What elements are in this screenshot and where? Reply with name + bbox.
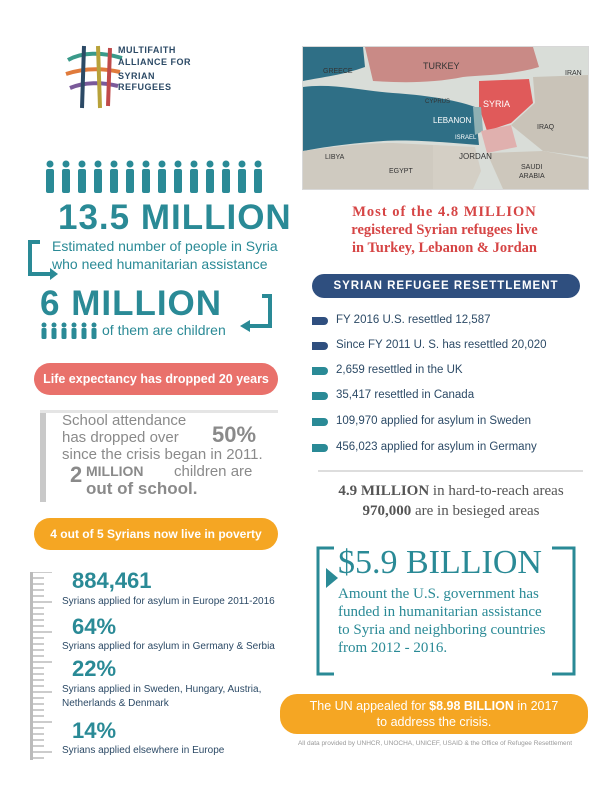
resettlement-row-text: 35,417 resettled in Canada — [336, 389, 475, 401]
resettlement-row-text: Since FY 2011 U. S. has resettled 20,020 — [336, 339, 547, 351]
person-body — [238, 169, 246, 193]
map-label-israel: ISRAEL — [455, 135, 477, 141]
person-body — [46, 169, 54, 193]
person-icon — [223, 161, 230, 168]
row-bullet-icon — [312, 367, 328, 375]
refugees-line1-number: 4.8 MILLION — [437, 204, 537, 220]
headline1-caption-line2: who need humanitarian assistance — [52, 256, 268, 272]
areas-line2 — [316, 503, 586, 520]
areas-num2: 970,000 — [362, 503, 412, 519]
school-line2: has dropped over — [62, 429, 179, 446]
funding-line3: to Syria and neighboring countries — [338, 622, 546, 638]
logo-text-line1: MULTIFAITH — [118, 45, 176, 55]
stat-label-netherlands: Netherlands & Denmark — [62, 698, 169, 709]
areas-text1: in hard-to-reach areas — [429, 483, 564, 499]
areas-text2: are in besieged areas — [411, 503, 540, 519]
person-icon — [159, 161, 166, 168]
areas-num1: 4.9 MILLION — [338, 483, 430, 499]
person-body — [62, 169, 70, 193]
un-appeal-pill — [280, 694, 588, 734]
headline-13-5-million: 13.5 MILLION — [58, 198, 292, 237]
person-icon — [47, 161, 54, 168]
row-bullet-icon — [312, 317, 328, 325]
person-body — [206, 169, 214, 193]
funding-amount: $5.9 BILLION — [338, 544, 542, 581]
school-divider — [40, 410, 46, 502]
stat-value-14pct: 14% — [72, 718, 117, 743]
un-appeal-line1 — [280, 698, 588, 714]
map-label-iraq: IRAQ — [537, 124, 555, 131]
person-icon — [95, 161, 102, 168]
person-body — [174, 169, 182, 193]
person-icon — [239, 161, 246, 168]
school-line3: since the crisis began in 2011. — [62, 446, 263, 463]
person-body — [190, 169, 198, 193]
un-appeal-pre: The UN appealed for — [309, 699, 430, 713]
person-body — [94, 169, 102, 193]
children-icons — [40, 322, 98, 340]
stat-label-germany-serbia: Syrians applied for asylum in Germany & Serbia — [62, 641, 275, 652]
map-label-arabia: ARABIA — [519, 173, 545, 180]
school-pct: 50% — [212, 422, 257, 447]
person-icon — [175, 161, 182, 168]
poverty-pill: 4 out of 5 Syrians now live in poverty — [34, 518, 278, 550]
person-icon — [79, 161, 86, 168]
person-icon — [207, 161, 214, 168]
school-line5: out of school. — [86, 479, 198, 498]
person-body — [78, 169, 86, 193]
row-bullet-icon — [312, 392, 328, 400]
stat-value-884461: 884,461 — [72, 568, 152, 593]
life-expectancy-pill: Life expectancy has dropped 20 years — [34, 363, 278, 395]
logo-text-line3: SYRIAN — [118, 71, 156, 81]
logo-text-line4: REFUGEES — [118, 82, 172, 92]
row-bullet-icon — [312, 418, 328, 426]
map-label-jordan: JORDAN — [459, 152, 492, 161]
person-body — [158, 169, 166, 193]
person-body — [142, 169, 150, 193]
resettlement-row-text: 2,659 resettled in the UK — [336, 364, 463, 376]
person-body — [222, 169, 230, 193]
headline-6-million: 6 MILLION — [40, 284, 223, 323]
source-note: All data provided by UNHCR, UNOCHA, UNICEF, USAID & the Office of Refugee Resettlement — [297, 740, 573, 747]
person-body — [254, 169, 262, 193]
refugees-line3: in Turkey, Lebanon & Jordan — [352, 240, 537, 256]
stat-label-sweden: Syrians applied in Sweden, Hungary, Austria, — [62, 684, 262, 695]
row-bullet-icon — [312, 444, 328, 452]
row-bullet-icon — [312, 342, 328, 350]
person-body — [126, 169, 134, 193]
stat-label-europe: Syrians applied for asylum in Europe 2011-2016 — [62, 596, 275, 607]
map-label-greece: GREECE — [323, 68, 353, 75]
person-body — [110, 169, 118, 193]
funding-line4: from 2012 - 2016. — [338, 640, 448, 656]
map-label-libya: LIBYA — [325, 154, 345, 161]
headline1-caption-line1: Estimated number of people in Syria — [52, 238, 278, 254]
person-icon — [111, 161, 118, 168]
person-icon — [191, 161, 198, 168]
logo-text-line2: ALLIANCE FOR — [118, 57, 191, 67]
people-icons — [44, 160, 272, 194]
map-label-turkey: TURKEY — [423, 61, 460, 71]
school-line1: School attendance — [62, 412, 187, 429]
school-million: MILLION — [86, 463, 144, 479]
map-label-saudi: SAUDI — [521, 164, 543, 171]
map-label-cyprus: CYPRUS — [425, 99, 451, 105]
map-label-iran: IRAN — [565, 70, 582, 77]
stat-value-64pct: 64% — [72, 614, 117, 639]
un-appeal-line2: to address the crisis. — [376, 715, 492, 729]
map-label-syria: SYRIA — [483, 99, 511, 109]
person-icon — [63, 161, 70, 168]
map-label-egypt: EGYPT — [389, 168, 413, 175]
connector-arrow-right-icon — [236, 294, 276, 344]
un-appeal-post: in 2017 — [513, 699, 559, 713]
un-appeal-amount: $8.98 BILLION — [429, 699, 514, 713]
resettlement-row-text: FY 2016 U.S. resettled 12,587 — [336, 314, 491, 326]
person-icon — [255, 161, 262, 168]
funding-line2: funded in humanitarian assistance — [338, 604, 542, 620]
funding-line1: Amount the U.S. government has — [338, 586, 539, 602]
areas-line1 — [316, 483, 586, 500]
resettlement-header: SYRIAN REFUGEE RESETTLEMENT — [312, 274, 580, 298]
refugees-line2: registered Syrian refugees live — [351, 222, 538, 238]
person-icon — [127, 161, 134, 168]
region-map — [302, 46, 589, 190]
school-num: 2 — [70, 462, 83, 487]
school-line4: children are — [174, 463, 253, 480]
resettlement-row-text: 456,023 applied for asylum in Germany — [336, 441, 537, 453]
areas-top-rule — [318, 470, 583, 472]
map-label-lebanon: LEBANON — [433, 116, 472, 125]
stat-label-elsewhere: Syrians applied elsewhere in Europe — [62, 745, 225, 756]
stats-ruler — [30, 572, 58, 760]
stat-value-22pct: 22% — [72, 656, 117, 681]
connector-arrow-icon — [26, 240, 60, 285]
refugees-line1 — [302, 204, 587, 221]
refugees-line1-pre: Most of the — [352, 204, 438, 220]
headline2-caption: of them are children — [102, 322, 226, 338]
person-icon — [143, 161, 150, 168]
resettlement-row-text: 109,970 applied for asylum in Sweden — [336, 415, 531, 427]
